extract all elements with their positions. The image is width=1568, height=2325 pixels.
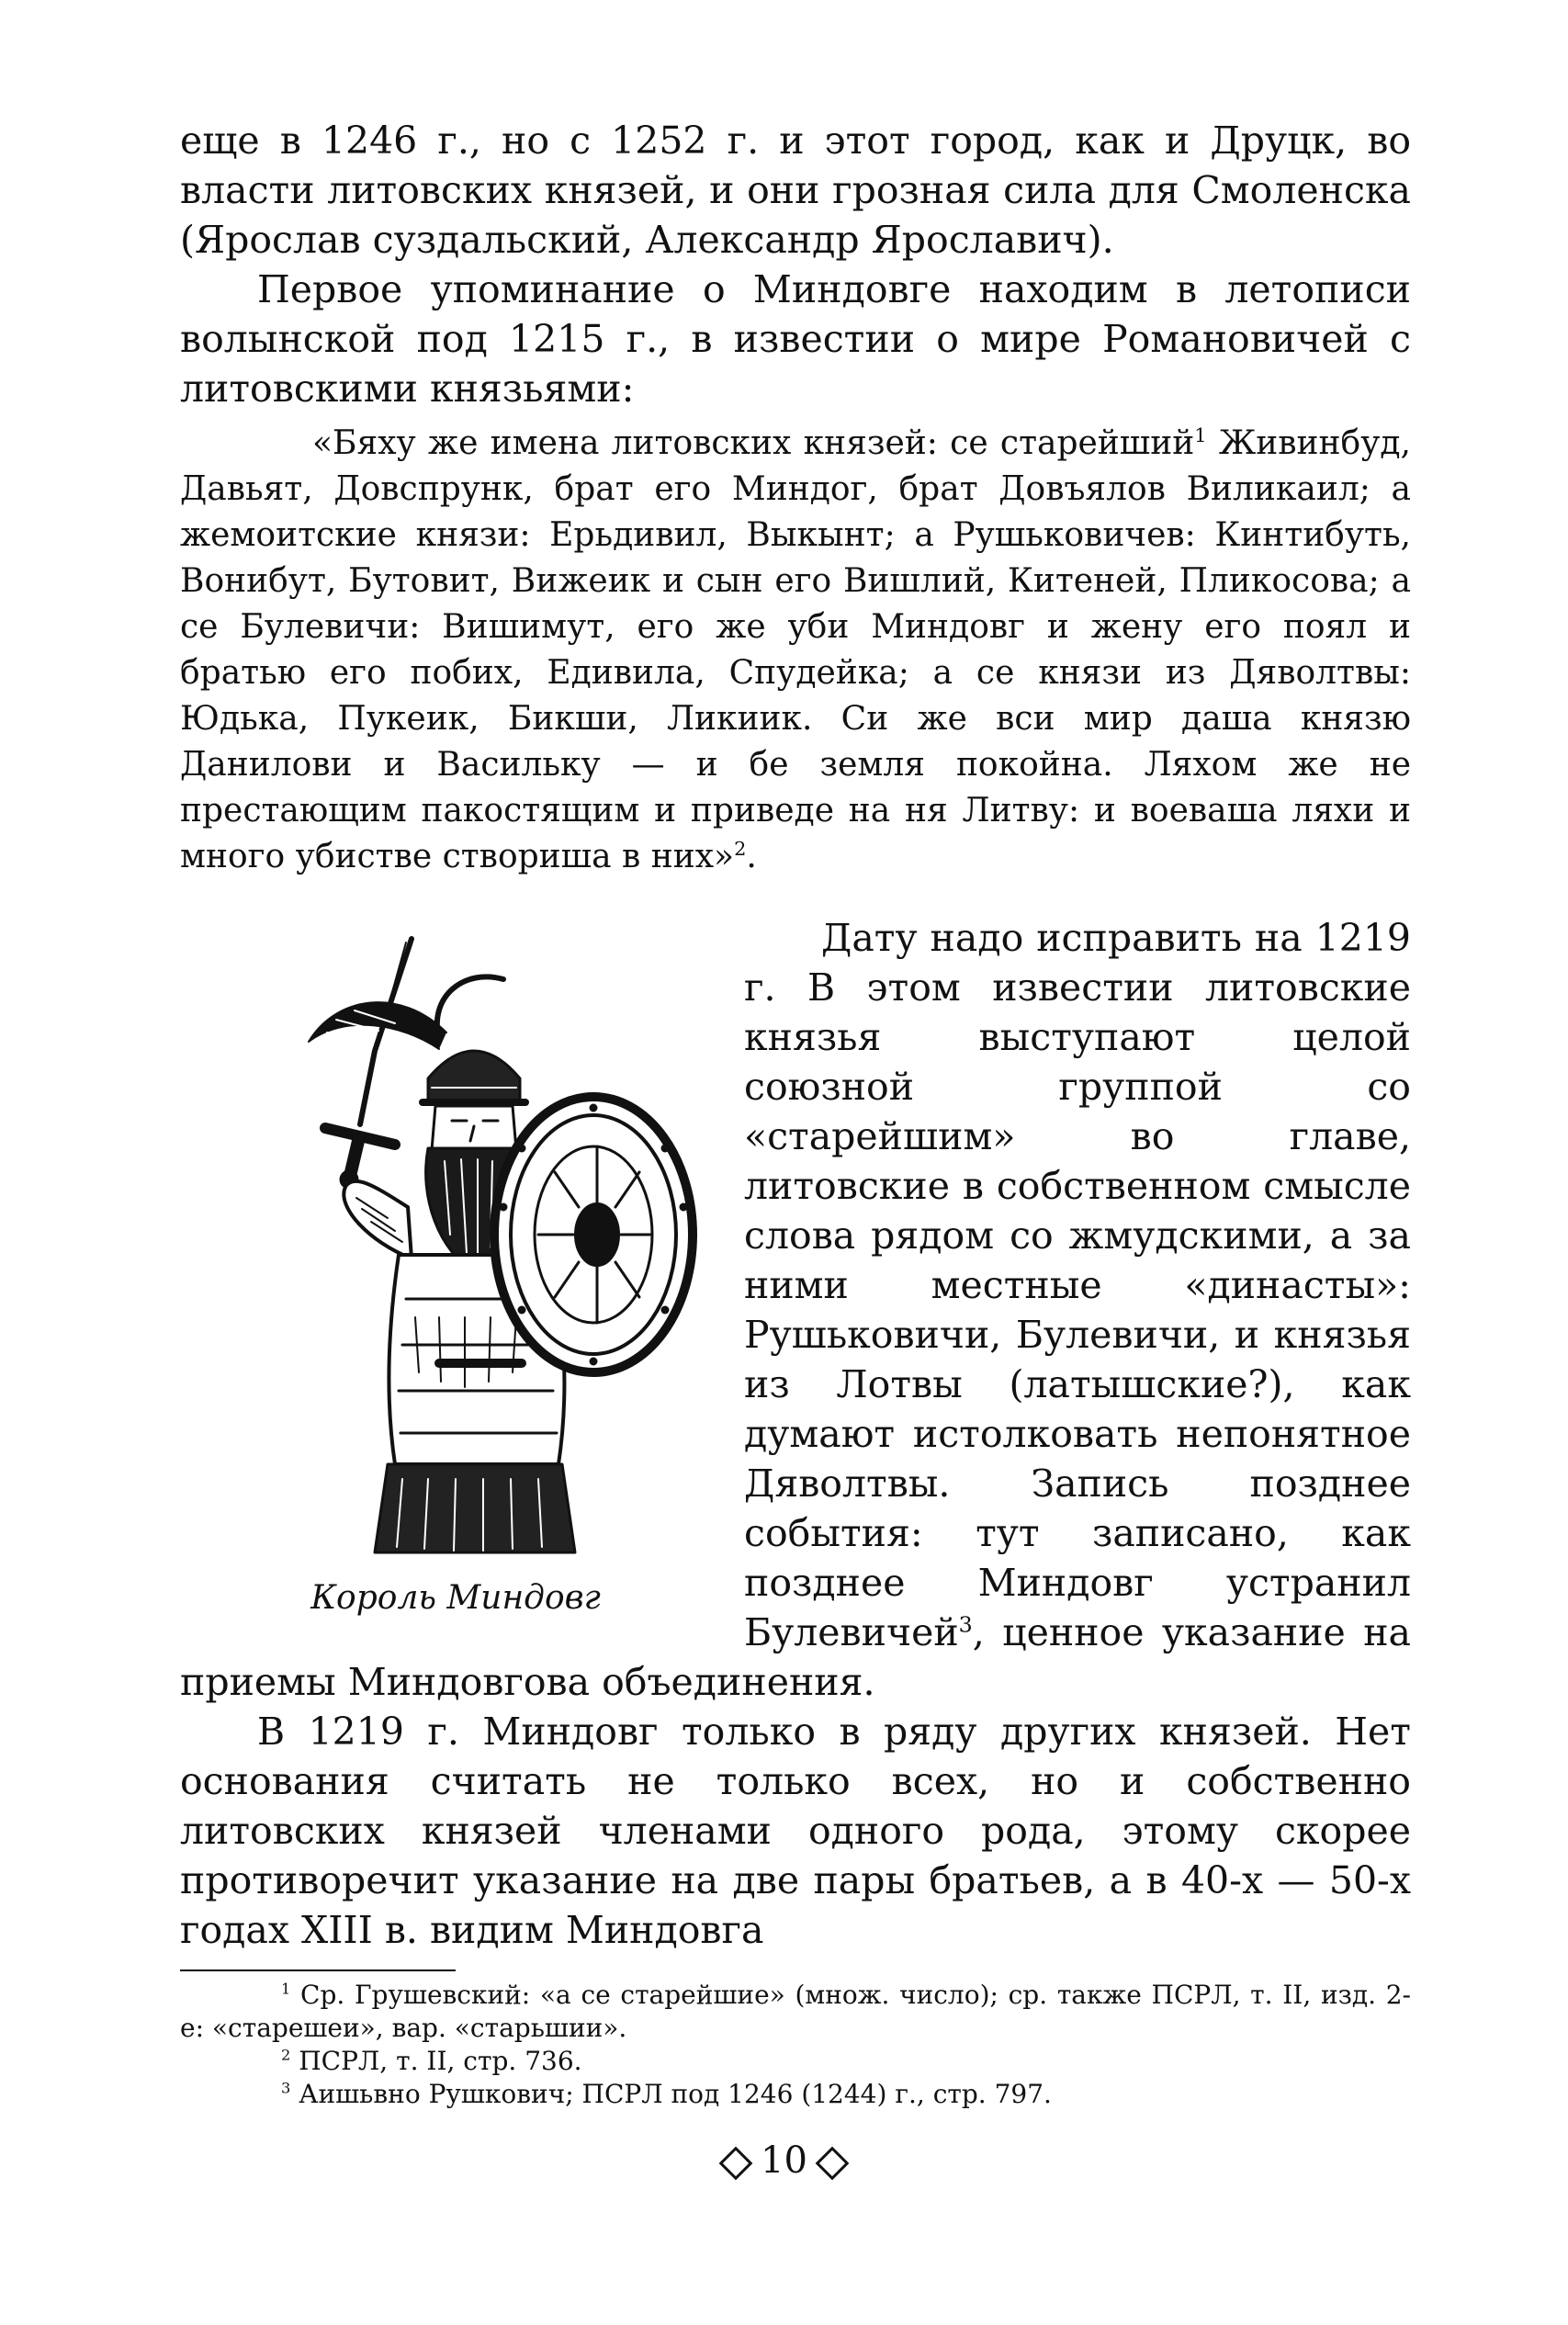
footnote-ref-2[interactable]: 2 xyxy=(734,838,747,860)
figure-caption: Король Миндовг xyxy=(310,1579,601,1617)
footnote-ref-1[interactable]: 1 xyxy=(1194,424,1207,446)
paragraph-first-mention xyxy=(180,265,1411,413)
page-body xyxy=(180,116,1411,2111)
quote-text-end: . xyxy=(746,838,757,875)
footnote-3 xyxy=(180,2078,1411,2111)
paragraph-intro xyxy=(180,116,1411,265)
diamond-ornament-left-icon xyxy=(719,2147,753,2181)
figure-king-mindaugas xyxy=(180,931,731,1619)
page-number xyxy=(0,2139,1568,2183)
king-mindaugas-engraving xyxy=(198,931,713,1556)
footnote-mark: 2 xyxy=(281,2046,291,2064)
footnotes xyxy=(180,1979,1411,2111)
footnote-1 xyxy=(180,1979,1411,2045)
paragraph-1219 xyxy=(180,1707,1411,1955)
paragraph-date-correction-text: Дату надо исправить на 1219 г. В этом известии литовские князья выступают целой союзной группой со «старейшим» во главе, литовские в собственном смысле слова рядом со жмудскими, а за ними местные «династы»: Рушьковичи, Булевичи, и князья из Лотвы (латышские?), как думают истолковать непонятное Дяволтвы. Запись позднее события: тут записано, как позднее Миндовг устранил Булевичей xyxy=(744,916,1411,1654)
footnote-text: Ср. Грушевский: «а се старейшие» (множ. число); ср. также ПСРЛ, т. II, изд. 2-е: «старешеи», вар. «старьшии». xyxy=(180,1980,1412,2043)
page-number-text: 10 xyxy=(761,2139,807,2182)
footnote-text: Аишьвно Рушкович; ПСРЛ под 1246 (1244) г., стр. 797. xyxy=(299,2079,1052,2109)
paragraph-date-correction-end: , ценное указание на приемы Миндовгова объединения. xyxy=(180,1610,1411,1704)
footnote-text: ПСРЛ, т. II, стр. 736. xyxy=(299,2046,582,2076)
footnote-mark: 3 xyxy=(281,2079,291,2097)
paragraph-1219-text: В 1219 г. Миндовг только в ряду других князей. Нет основания считать не только всех, но и собственно литовских князей членами одного рода, этому скорее противоречит указание на две пары братьев, а в 40-х — 50-х годах XIII в. видим Миндовга xyxy=(180,1710,1411,1952)
paragraph-first-mention-text: Первое упоминание о Миндовге находим в летописи волынской под 1215 г., в известии о мире Романовичей с литовскими князьями: xyxy=(180,267,1411,411)
quote-text-start: «Бяху же имена литовских князей: се старейший xyxy=(312,424,1195,462)
footnote-divider xyxy=(180,1969,456,1971)
quote-text-body: Живинбуд, Давьят, Довспрунк, брат его Миндог, брат Довъялов Виликаил; а жемоитские князи: Ерьдивил, Выкынт; а Рушьковичев: Кинтибуть, Вонибут, Бутовит, Вижеик и сын его Вишлий, Китеней, Пликосова; а се Булевичи: Вишимут, его же уби Миндовг и жену его поял и братью его побих, Едивила, Спудейка; а се князи из Дяволтвы: Юдька, Пукеик, Бикши, Ликиик. Си же вси мир даша князю Данилови и Васильку — и бе земля покойна. Ляхом же не престающим пакостящим и приведе на ня Литву: и воеваша ляхи и много убистве створиша в них» xyxy=(180,424,1411,875)
footnote-ref-3[interactable]: 3 xyxy=(958,1611,973,1638)
diamond-ornament-right-icon xyxy=(816,2147,850,2181)
paragraph-intro-text: еще в 1246 г., но с 1252 г. и этот город, как и Друцк, во власти литовских князей, и они грозная сила для Смоленска (Ярослав суздальский, Александр Ярославич). xyxy=(180,119,1411,262)
chronicle-quote xyxy=(180,421,1411,880)
footnote-mark: 1 xyxy=(281,1980,291,1998)
footnote-2 xyxy=(180,2045,1411,2078)
